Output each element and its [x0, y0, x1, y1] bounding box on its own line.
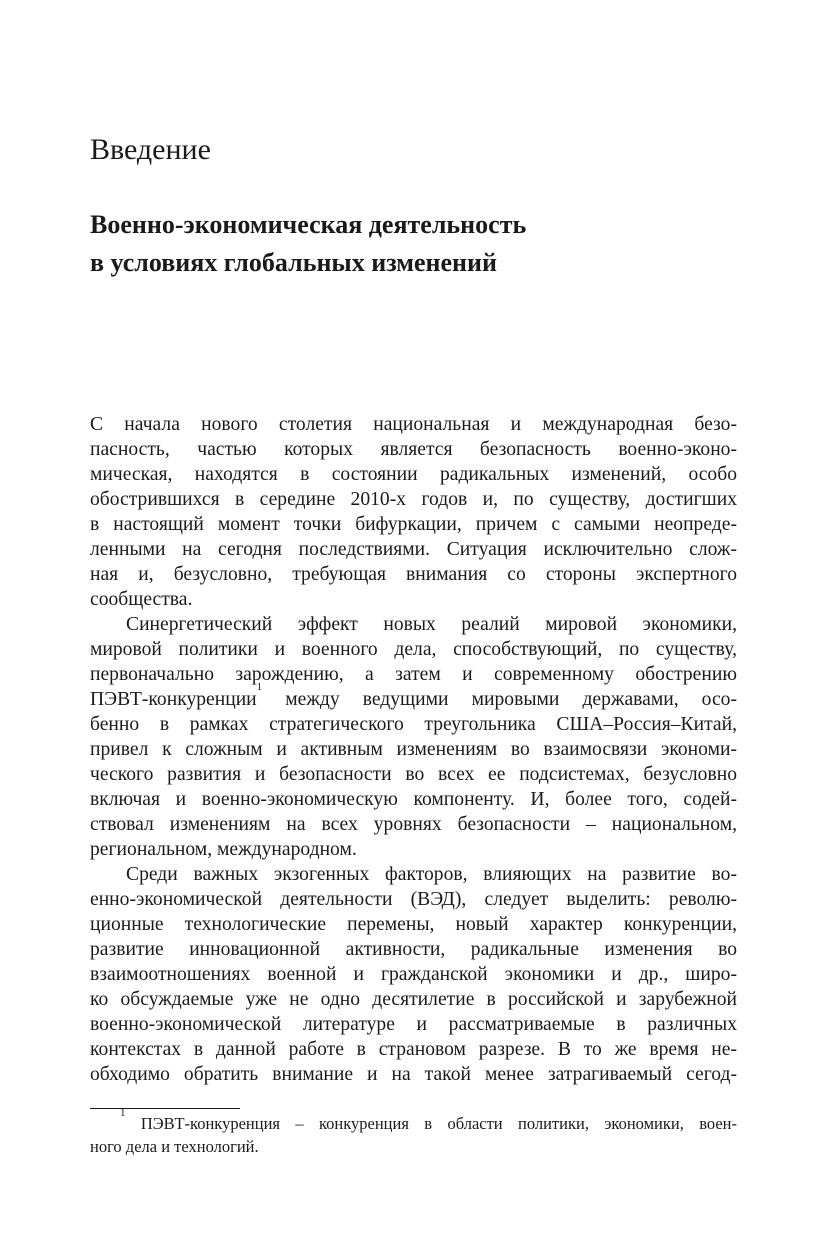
paragraph-2-line — [90, 681, 737, 712]
paragraph-3-line: Среди важных экзогенных факторов, влияющих на развитие во- — [126, 864, 737, 885]
paragraph-3-line: развитие инновационной активности, радикальные изменения во — [90, 939, 737, 960]
paragraph-2-line: привел к сложным и активным изменениям во взаимосвязи экономи- — [90, 739, 737, 760]
footnote-number: 1 — [120, 1106, 126, 1119]
paragraph-1-line: мическая, находятся в состоянии радикальных изменений, особо — [90, 464, 737, 485]
footnote-line-1-text: ПЭВТ-конкуренция – конкуренция в области политики, экономики, воен- — [125, 1114, 737, 1133]
footnote-reference[interactable]: 1 — [256, 681, 263, 694]
paragraph-3-line: енно-экономической деятельности (ВЭД), следует выделить: револю- — [90, 889, 737, 910]
paragraph-1-line: сообщества. — [90, 589, 193, 610]
paragraph-2-line: первоначально зарождению, а затем и современному обострению — [90, 664, 737, 685]
paragraph-3-line: ко обсуждаемые уже не одно десятилетие в российской и зарубежной — [90, 989, 737, 1010]
footnote — [90, 1106, 737, 1158]
footnote-divider — [90, 1108, 240, 1109]
paragraph-2-line-rest: между ведущими мировыми державами, осо- — [262, 689, 737, 710]
paragraph-3-line: контекстах в данной работе в страновом разрезе. В то же время не- — [90, 1039, 737, 1060]
paragraph-1-line: ленными на сегодня последствиями. Ситуация исключительно слож- — [90, 539, 737, 560]
paragraph-1-line: в настоящий момент точки бифуркации, причем с самыми неопреде- — [90, 514, 737, 535]
footnote-line — [90, 1106, 737, 1135]
paragraph-2-line: бенно в рамках стратегического треугольника США–Россия–Китай, — [90, 714, 737, 735]
paragraph-3-line: ционные технологические перемены, новый характер конкуренции, — [90, 914, 737, 935]
body-text — [90, 412, 737, 1087]
term-pevt: ПЭВТ-конкуренции — [90, 689, 257, 710]
paragraph-2-line: ческого развития и безопасности во всех ее подсистемах, безусловно — [90, 764, 737, 785]
section-title: Введение — [90, 133, 211, 166]
paragraph-1-line: С начала нового столетия национальная и международная безо- — [90, 414, 737, 435]
paragraph-3-line: военно-экономической литературе и рассматриваемые в различных — [90, 1014, 737, 1035]
paragraph-2-line: ствовал изменениям на всех уровнях безопасности – национальном, — [90, 814, 737, 835]
paragraph-1-line: обострившихся в середине 2010-х годов и, по существу, достигших — [90, 489, 737, 510]
footnote-line: ного дела и технологий. — [90, 1137, 259, 1156]
paragraph-2-line: региональном, международном. — [90, 839, 357, 860]
paragraph-3-line: взаимоотношениях военной и гражданской экономики и др., широ- — [90, 964, 737, 985]
paragraph-1-line: ная и, безусловно, требующая внимания со стороны экспертного — [90, 564, 737, 585]
paragraph-2-line: включая и военно-экономическую компоненту. И, более того, содей- — [90, 789, 737, 810]
chapter-heading-line-2: в условиях глобальных изменений — [90, 248, 497, 277]
paragraph-1-line: пасность, частью которых является безопасность военно-эконо- — [90, 439, 737, 460]
chapter-heading-line-1: Военно-экономическая деятельность — [90, 210, 527, 239]
paragraph-2-line: Синергетический эффект новых реалий мировой экономики, — [126, 614, 737, 635]
paragraph-3-line: обходимо обратить внимание и на такой менее затрагиваемый сегод- — [90, 1064, 737, 1085]
paragraph-2-line: мировой политики и военного дела, способствующий, по существу, — [90, 639, 737, 660]
